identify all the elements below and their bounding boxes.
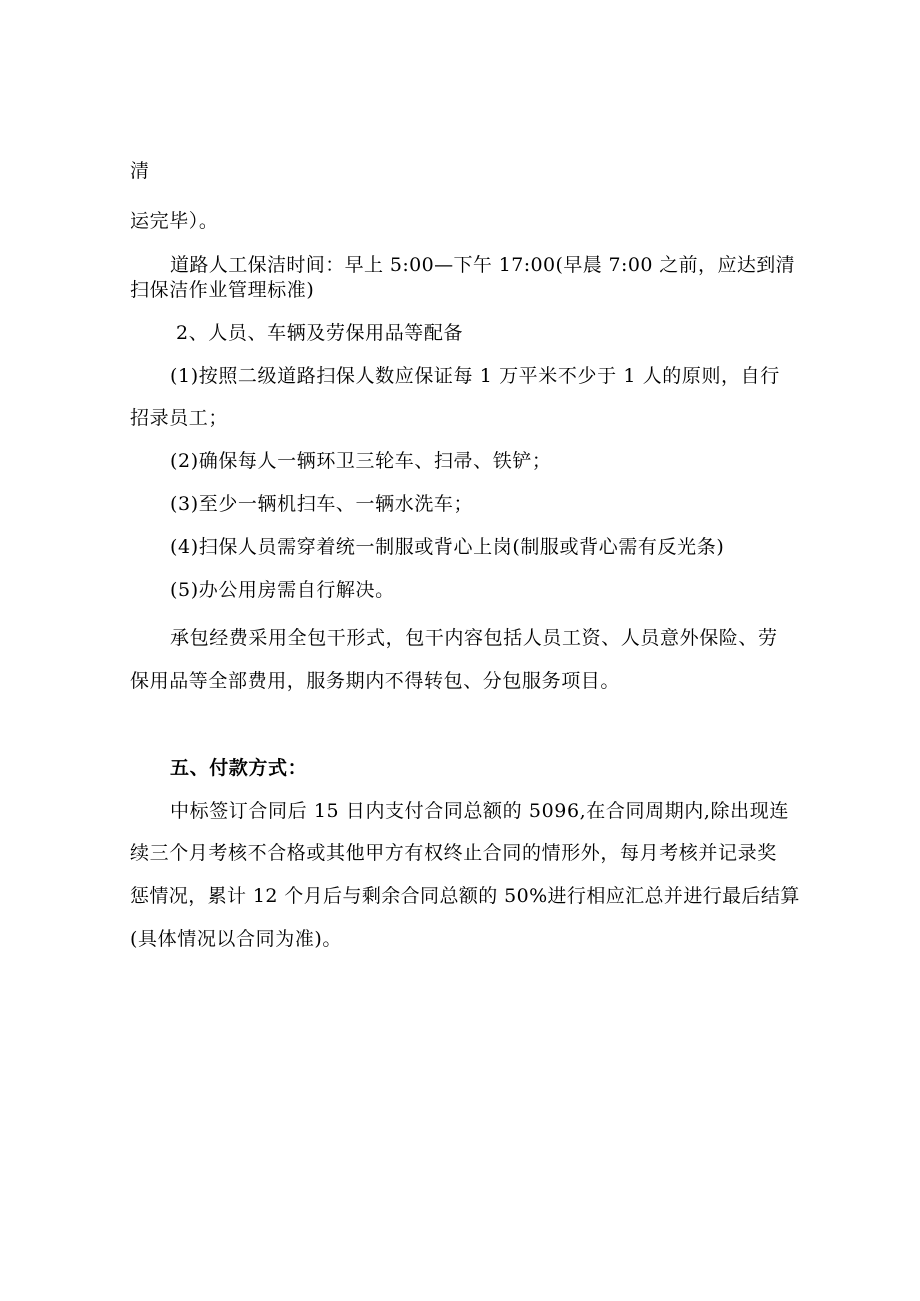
- payment-line-2: 续三个月考核不合格或其他甲方有权终止合同的情形外，每月考核并记录奖: [130, 842, 777, 864]
- item-3: (3)至少一辆机扫车、一辆水洗车；: [170, 493, 474, 515]
- payment-line-1: 中标签订合同后 15 日内支付合同总额的 5096,在合同周期内,除出现连: [170, 800, 789, 822]
- contract-fee-line-1: 承包经费采用全包干形式，包干内容包括人员工资、人员意外保险、劳: [170, 627, 778, 649]
- cleaning-time-line-2: 扫保洁作业管理标准): [130, 279, 315, 301]
- item-1-line-2: 招录员工；: [130, 407, 229, 429]
- text-fragment-end: 运完毕）。: [130, 210, 219, 232]
- section-2-heading: 2、人员、车辆及劳保用品等配备: [176, 322, 464, 344]
- item-4: (4)扫保人员需穿着统一制服或背心上岗(制服或背心需有反光条): [170, 536, 725, 558]
- payment-line-4: (具体情况以合同为准)。: [130, 928, 343, 950]
- item-1-line-1: (1)按照二级道路扫保人数应保证每 1 万平米不少于 1 人的原则，自行: [170, 365, 780, 387]
- contract-fee-line-2: 保用品等全部费用，服务期内不得转包、分包服务项目。: [130, 670, 621, 692]
- item-5: (5)办公用房需自行解决。: [170, 579, 395, 601]
- section-5-heading: 五、付款方式：: [170, 757, 308, 779]
- item-2: (2)确保每人一辆环卫三轮车、扫帚、铁铲；: [170, 450, 552, 472]
- cleaning-time-line-1: 道路人工保洁时间：早上 5:00—下午 17:00(早晨 7:00 之前，应达到清: [170, 254, 796, 276]
- text-fragment-top: 清: [130, 160, 150, 182]
- payment-line-3: 惩情况，累计 12 个月后与剩余合同总额的 50%进行相应汇总并进行最后结算: [130, 885, 800, 907]
